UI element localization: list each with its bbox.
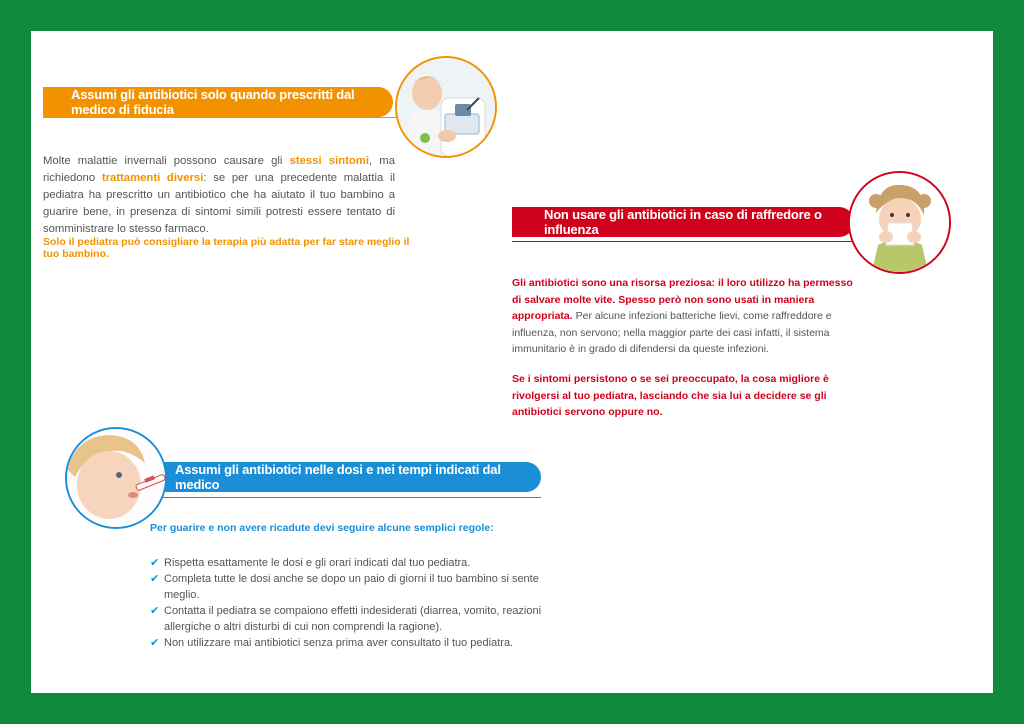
- section1-title: Assumi gli antibiotici solo quando prescritti dal medico di fiducia: [71, 87, 355, 117]
- child-taking-syringe-medicine-photo: [67, 429, 165, 527]
- section1-banner: [43, 87, 393, 117]
- list-item: ✔ Completa tutte le dosi anche se dopo un paio di giorni il tuo bambino si sente meglio.: [150, 573, 539, 601]
- section2-title: Non usare gli antibiotici in caso di raffredore o influenza: [544, 207, 822, 237]
- section3-banner: [123, 462, 541, 492]
- checkmark-icon: ✔: [150, 637, 160, 649]
- section2-rule: [512, 241, 864, 242]
- checkmark-icon: ✔: [150, 573, 160, 585]
- checkmark-icon: ✔: [150, 605, 160, 617]
- section1-rule: [43, 117, 398, 118]
- rules-list: [150, 555, 550, 651]
- child-blowing-nose-photo: [850, 173, 949, 272]
- section2-bold-text: Gli antibiotici sono una risorsa preziosa: il loro utilizzo ha permesso di salvare molte vite. Spesso però non sono usati in maniera appropriata.: [512, 277, 853, 322]
- highlight-stessi-sintomi: stessi sintomi: [289, 155, 369, 167]
- section3-title: Assumi gli antibiotici nelle dosi e nei tempi indicati dal medico: [175, 462, 501, 492]
- checkmark-icon: ✔: [150, 557, 160, 569]
- section2-note: Se i sintomi persistono o se sei preoccupato, la cosa migliore è rivolgersi al tuo pediatra, lasciando che sia lui a decidere se gli antibiotici servono oppure no.: [512, 373, 829, 418]
- section1-photo: [395, 56, 497, 158]
- doctor-examining-child-photo: [397, 58, 495, 156]
- highlight-trattamenti-diversi: trattamenti diversi: [101, 172, 204, 184]
- section3-photo: [65, 427, 167, 529]
- section3-intro: Per guarire e non avere ricadute devi seguire alcune semplici regole:: [150, 522, 494, 534]
- list-item: ✔ Non utilizzare mai antibiotici senza prima aver consultato il tuo pediatra.: [150, 637, 514, 649]
- section3-rule: [123, 497, 541, 498]
- list-item: ✔ Rispetta esattamente le dosi e gli orari indicati dal tuo pediatra.: [150, 557, 471, 569]
- section1-note: Solo il pediatra può consigliare la terapia più adatta per far stare meglio il tuo bambino.: [43, 236, 410, 260]
- section2-photo: [848, 171, 951, 274]
- section2-paragraph: Gli antibiotici sono una risorsa preziosa: il loro utilizzo ha permesso di salvare molte vite. Spesso però non sono usati in maniera appropriata. Per alcune infezioni batteriche lievi, come raffreddore e influenza, non servono; nella maggior parte dei casi infatti, il sistema immunitario è in grado di difendersi da queste infezioni.: [512, 277, 853, 355]
- page: [31, 31, 993, 693]
- list-item: ✔ Contatta il pediatra se compaiono effetti indesiderati (diarrea, vomito, reazioni allergiche o altri disturbi di cui non comprendi la ragione).: [150, 605, 542, 633]
- section2-banner: [512, 207, 854, 237]
- section1-paragraph: Molte malattie invernali possono causare gli stessi sintomi, ma richiedono trattamenti diversi: se per una precedente malattia il pediatra ha prescritto un antibiotico che ha aiutato il tuo bambino a guarire bene, in presenza di sintomi simili potresti essere tentato di somministrare lo stesso farmaco.: [43, 155, 395, 235]
